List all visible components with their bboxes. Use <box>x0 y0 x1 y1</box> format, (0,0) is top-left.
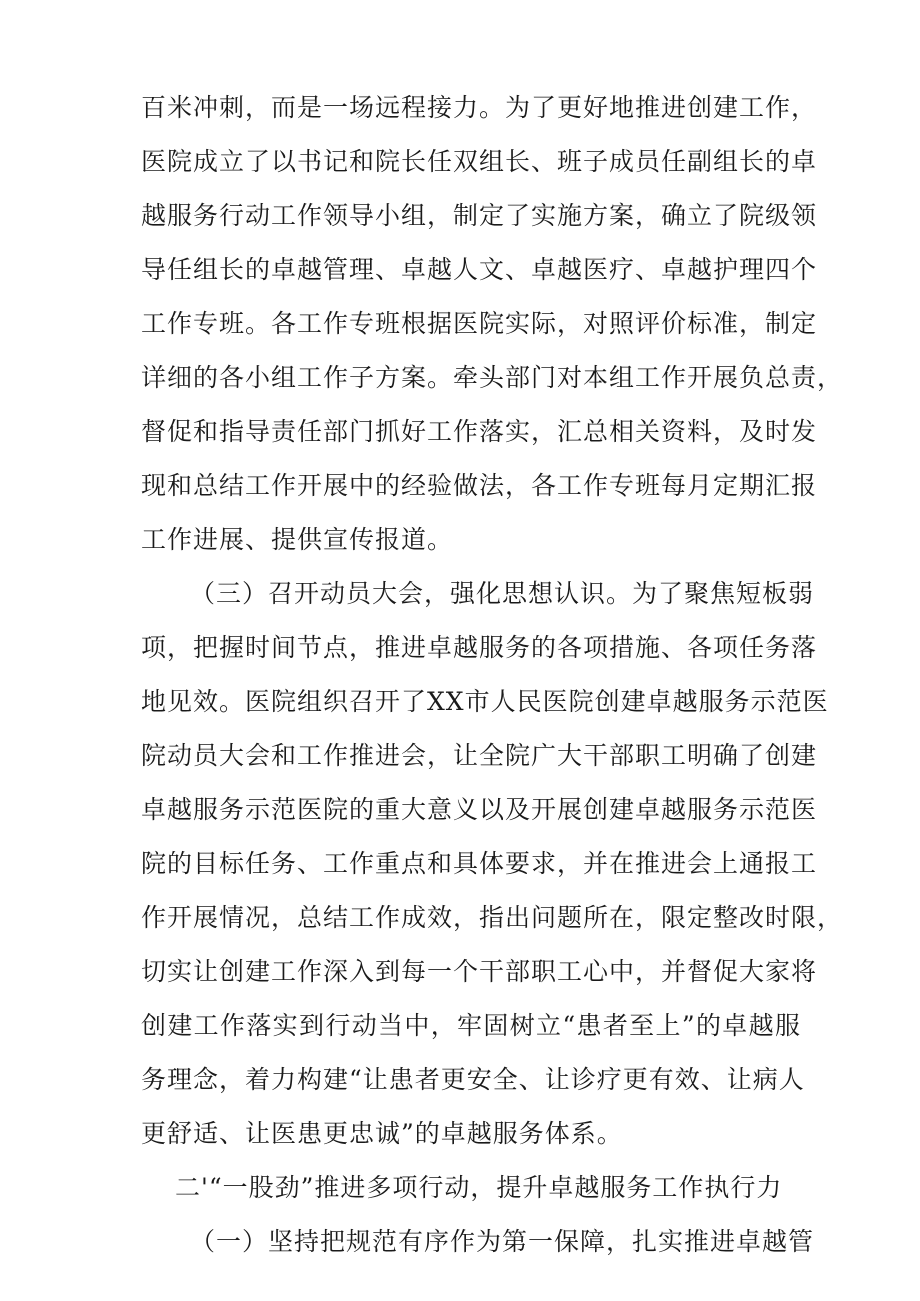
text-line: （三）召开动员大会，强化思想认识。为了聚焦短板弱 <box>190 579 815 608</box>
text-line: 创建工作落实到行动当中，牢固树立“患者至上”的卓越服 <box>141 1011 801 1040</box>
text-line: 切实让创建工作深入到每一个干部职工心中，并督促大家将 <box>141 957 818 986</box>
text-line: （一）坚持把规范有序作为第一保障，扎实推进卓越管 <box>190 1227 815 1256</box>
text-line: 百米冲刺，而是一场远程接力。为了更好地推进创建工作， <box>141 93 818 122</box>
text-line: 更舒适、让医患更忠诚”的卓越服务体系。 <box>141 1119 623 1148</box>
text-line: 地见效。医院组织召开了XX市人民医院创建卓越服务示范医 <box>141 687 829 716</box>
text-line: 工作专班。各工作专班根据医院实际，对照评价标准，制定 <box>141 309 818 338</box>
text-line: 卓越服务示范医院的重大意义以及开展创建卓越服务示范医 <box>141 795 818 824</box>
text-line: 医院成立了以书记和院长任双组长、班子成员任副组长的卓 <box>141 147 818 176</box>
text-line: 现和总结工作开展中的经验做法，各工作专班每月定期汇报 <box>141 471 818 500</box>
section-heading: 二'“一股劲”推进多项行动，提升卓越服务工作执行力 <box>175 1173 783 1202</box>
text-line: 督促和指导责任部门抓好工作落实，汇总相关资料，及时发 <box>141 417 818 446</box>
text-line: 越服务行动工作领导小组，制定了实施方案，确立了院级领 <box>141 201 818 230</box>
text-line: 项，把握时间节点，推进卓越服务的各项措施、各项任务落 <box>141 633 818 662</box>
text-line: 院的目标任务、工作重点和具体要求，并在推进会上通报工 <box>141 849 818 878</box>
text-line: 工作进展、提供宣传报道。 <box>141 525 454 554</box>
text-line: 详细的各小组工作子方案。牵头部门对本组工作开展负总责， <box>141 363 844 392</box>
text-line: 院动员大会和工作推进会，让全院广大干部职工明确了创建 <box>141 741 818 770</box>
text-line: 作开展情况，总结工作成效，指出问题所在，限定整改时限， <box>141 903 844 932</box>
text-line: 务理念，着力构建“让患者更安全、让诊疗更有效、让病人 <box>141 1065 805 1094</box>
text-line: 导任组长的卓越管理、卓越人文、卓越医疗、卓越护理四个 <box>141 255 818 284</box>
